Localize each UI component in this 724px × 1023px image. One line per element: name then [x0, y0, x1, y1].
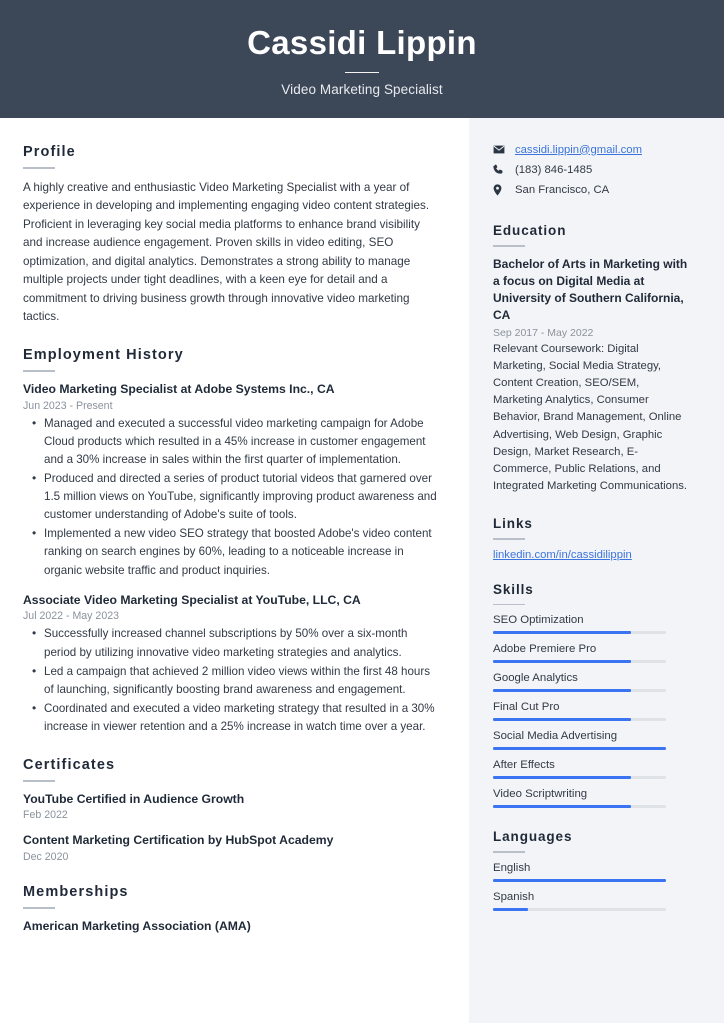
contact-info: [493, 142, 692, 197]
profile-text: A highly creative and enthusiastic Video Marketing Specialist with a year of experience in developing and implementing engaging video content strategies. Proficient in leveraging key social media platforms to enhance brand visibility and increase audience engagement. Proven skills in video editing, SEO optimization, and digital analytics. Demonstrates a strong ability to manage multiple projects under tight deadlines, with a keen eye for detail and a commitment to driving business growth through innovative video marketing tactics.: [23, 180, 430, 323]
phone-number: (183) 846-1485: [515, 163, 593, 176]
section-memberships: [23, 884, 439, 933]
skill-level-bar: [493, 689, 666, 692]
skill-level-bar: [493, 718, 666, 721]
certificate-date: Feb 2022: [23, 809, 68, 822]
skill-level-fill: [493, 805, 631, 808]
skill-level-bar: [493, 805, 666, 808]
main-column: [0, 118, 469, 1023]
section-divider: [493, 538, 525, 540]
skill-level-fill: [493, 689, 631, 692]
list-item: • Implemented a new video SEO strategy that boosted Adobe's video content ranking on search engines by 60%, leading to a noticeable increase in organic website traffic and product inquiries.: [23, 525, 439, 579]
certificate-entry: [23, 792, 439, 822]
section-divider: [493, 245, 525, 247]
list-item: • Led a campaign that achieved 2 million video views within the first 48 hours of launching, significantly boosting brand awareness and engagement.: [23, 663, 439, 699]
section-heading-profile: Profile: [23, 144, 76, 160]
resume-header: [0, 0, 724, 118]
skill-level-bar: [493, 747, 666, 750]
certificate-entry: [23, 833, 439, 863]
section-heading-education: Education: [493, 223, 567, 238]
education-description: Relevant Coursework: Digital Marketing, Social Media Strategy, Content Creation, SEO/SEM, Marketing Analytics, Consumer Behavior, Brand Management, Online Advertising, Web Design, Graphic Design, Market Research, E-Commerce, Public Relations, and Integrated Marketing Communications.: [493, 342, 688, 492]
education-title: Bachelor of Arts in Marketing with a focus on Digital Media at University of Southern California, CA: [493, 256, 688, 322]
skill-item: [493, 643, 692, 663]
employment-entry: [23, 382, 439, 580]
skill-level-bar: [493, 776, 666, 779]
education-entry: [493, 256, 692, 496]
skill-label: Video Scriptwriting: [493, 788, 588, 801]
contact-location-row: [493, 182, 692, 197]
location-pin-icon: [493, 184, 508, 196]
skill-level-fill: [493, 718, 631, 721]
certificate-name: YouTube Certified in Audience Growth: [23, 791, 245, 806]
section-divider: [23, 907, 55, 909]
job-date: Jul 2022 - May 2023: [23, 610, 119, 623]
list-item: • Successfully increased channel subscriptions by 50% over a six-month period by utilizing innovative video marketing strategies and analytics.: [23, 625, 439, 661]
linkedin-link[interactable]: linkedin.com/in/cassidilippin: [493, 548, 632, 561]
contact-phone-row: [493, 162, 692, 177]
skill-item: [493, 614, 692, 634]
language-level-fill: [493, 908, 528, 911]
skill-item: [493, 701, 692, 721]
skill-label: Google Analytics: [493, 672, 578, 685]
section-heading-certificates: Certificates: [23, 756, 116, 773]
resume-body: [0, 118, 724, 1023]
employment-entry: [23, 593, 439, 736]
skill-level-fill: [493, 776, 631, 779]
section-heading-employment: Employment History: [23, 347, 184, 364]
skill-label: SEO Optimization: [493, 614, 584, 627]
language-label: Spanish: [493, 890, 535, 903]
section-heading-memberships: Memberships: [23, 884, 129, 901]
section-heading-links: Links: [493, 516, 533, 532]
section-divider: [23, 780, 55, 782]
membership-name: American Marketing Association (AMA): [23, 918, 251, 933]
certificate-date: Dec 2020: [23, 851, 69, 864]
skill-label: Social Media Advertising: [493, 730, 618, 743]
section-links: [493, 516, 692, 561]
language-level-bar: [493, 879, 666, 882]
skill-level-fill: [493, 747, 666, 750]
envelope-icon: [493, 145, 508, 154]
section-divider: [23, 167, 55, 169]
contact-email-row: [493, 142, 692, 157]
sidebar-column: [469, 118, 724, 1023]
education-date: Sep 2017 - May 2022: [493, 326, 594, 339]
email-link[interactable]: cassidi.lippin@gmail.com: [515, 143, 642, 156]
list-item: • Managed and executed a successful video marketing campaign for Adobe Cloud products which resulted in a 45% increase in customer engagement and a 30% increase in sales within the first quarter of implementation.: [23, 415, 439, 469]
header-divider: [345, 72, 379, 74]
certificate-name: Content Marketing Certification by HubSpot Academy: [23, 833, 334, 848]
job-bullets: [23, 625, 439, 735]
section-certificates: [23, 757, 439, 863]
page-title: Cassidi Lippin: [247, 23, 477, 61]
section-skills: [493, 582, 692, 809]
section-divider: [23, 370, 55, 372]
skill-label: Adobe Premiere Pro: [493, 643, 597, 656]
skill-item: [493, 759, 692, 779]
language-item: [493, 891, 692, 911]
job-title: Video Marketing Specialist at Adobe Systems Inc., CA: [23, 382, 335, 397]
section-profile: [23, 144, 439, 326]
header-job-title: Video Marketing Specialist: [281, 82, 443, 98]
skill-level-bar: [493, 631, 666, 634]
section-heading-languages: Languages: [493, 829, 573, 845]
language-label: English: [493, 861, 531, 874]
skill-label: Final Cut Pro: [493, 701, 560, 714]
list-item: • Produced and directed a series of product tutorial videos that garnered over 1.5 million views on YouTube, significantly improving product awareness and customer understanding of Adobe's suite of tools.: [23, 470, 439, 524]
section-heading-skills: Skills: [493, 581, 534, 597]
section-education: [493, 223, 692, 495]
list-item: • Coordinated and executed a video marketing strategy that resulted in a 30% increase in viewer retention and a 25% increase in watch time over a year.: [23, 700, 439, 736]
section-employment-history: [23, 347, 439, 735]
language-item: [493, 862, 692, 882]
section-divider: [493, 604, 525, 606]
skill-item: [493, 788, 692, 808]
skill-item: [493, 730, 692, 750]
skill-level-fill: [493, 660, 631, 663]
language-level-bar: [493, 908, 666, 911]
section-divider: [493, 851, 525, 853]
job-bullets: [23, 415, 439, 580]
language-level-fill: [493, 879, 666, 882]
skill-level-fill: [493, 631, 631, 634]
section-languages: [493, 829, 692, 911]
skill-label: After Effects: [493, 759, 555, 772]
location-text: San Francisco, CA: [515, 183, 610, 196]
job-title: Associate Video Marketing Specialist at YouTube, LLC, CA: [23, 592, 361, 607]
job-date: Jun 2023 - Present: [23, 399, 113, 412]
skill-item: [493, 672, 692, 692]
skill-level-bar: [493, 660, 666, 663]
phone-icon: [493, 164, 508, 175]
